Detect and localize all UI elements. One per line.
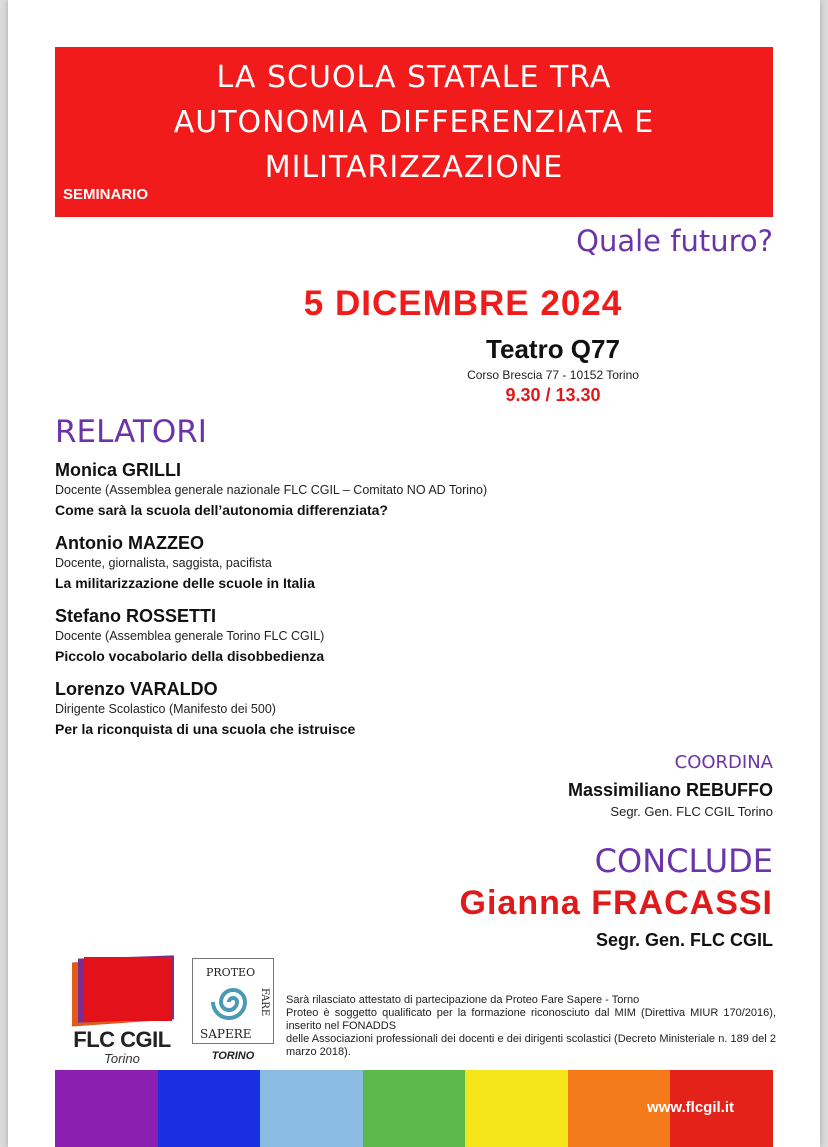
speakers-heading: RELATORI bbox=[55, 414, 207, 450]
rainbow-stripe bbox=[363, 1070, 466, 1147]
speaker-topic: Come sarà la scuola dell’autonomia differenziata? bbox=[55, 502, 388, 518]
note-line: Proteo è soggetto qualificato per la formazione riconosciuto dal MIM (Direttiva MIUR 170/2016), inserito nel FONADDS bbox=[286, 1007, 776, 1032]
flag-red-shape bbox=[84, 957, 172, 1021]
conclusion-name: Gianna FRACASSI bbox=[459, 884, 773, 922]
event-time: 9.30 / 13.30 bbox=[505, 385, 601, 405]
note-line: delle Associazioni professionali dei docenti e dei dirigenti scolastici (Decreto Ministeriale n. 189 del 2 marzo 2018). bbox=[286, 1033, 776, 1058]
speaker-item bbox=[55, 678, 755, 739]
rainbow-stripe bbox=[158, 1070, 261, 1147]
speakers-list bbox=[55, 459, 755, 751]
coordinator-name: Massimiliano REBUFFO bbox=[567, 780, 773, 800]
flc-logo-city: Torino bbox=[104, 1051, 140, 1066]
title-line-3: MILITARIZZAZIONE bbox=[264, 150, 564, 185]
proteo-spiral-icon bbox=[192, 958, 274, 1044]
title-banner bbox=[55, 47, 773, 217]
speaker-item bbox=[55, 459, 755, 520]
venue-address: Corso Brescia 77 - 10152 Torino bbox=[467, 368, 639, 382]
certificate-note bbox=[286, 994, 776, 1059]
venue-name: Teatro Q77 bbox=[486, 334, 620, 364]
proteo-bottom-text: SAPERE bbox=[200, 1027, 252, 1041]
flc-cgil-logo bbox=[66, 955, 178, 1067]
conclusion-block bbox=[460, 840, 773, 951]
proteo-logo-city: TORINO bbox=[211, 1050, 255, 1062]
speaker-role: Dirigente Scolastico (Manifesto dei 500) bbox=[55, 702, 276, 716]
speaker-role: Docente (Assemblea generale nazionale FLC CGIL – Comitato NO AD Torino) bbox=[55, 483, 488, 497]
flyer-page bbox=[8, 0, 820, 1147]
coordinator-role: Segr. Gen. FLC CGIL Torino bbox=[610, 804, 773, 819]
speaker-topic: La militarizzazione delle scuole in Italia bbox=[55, 575, 315, 591]
coordinator-block bbox=[568, 752, 773, 819]
flc-logo-text: FLC CGIL bbox=[73, 1027, 171, 1052]
rainbow-stripe bbox=[55, 1070, 158, 1147]
proteo-logo bbox=[188, 958, 278, 1066]
conclusion-role: Segr. Gen. FLC CGIL bbox=[595, 930, 773, 950]
event-date bbox=[8, 284, 820, 324]
speaker-name: Lorenzo VARALDO bbox=[55, 679, 218, 699]
event-title bbox=[55, 55, 773, 190]
speaker-role: Docente (Assemblea generale Torino FLC CGIL) bbox=[55, 629, 325, 643]
conclusion-label: CONCLUDE bbox=[594, 842, 773, 880]
event-date-text: 5 DICEMBRE 2024 bbox=[303, 284, 623, 323]
coordinator-label: COORDINA bbox=[674, 752, 773, 773]
venue-block bbox=[358, 334, 748, 406]
subtitle: Quale futuro? bbox=[576, 224, 773, 258]
speaker-role: Docente, giornalista, saggista, pacifista bbox=[55, 556, 272, 570]
note-line: Sarà rilasciato attestato di partecipazione da Proteo Fare Sapere - Torno bbox=[286, 994, 640, 1006]
proteo-top-text: PROTEO bbox=[206, 966, 256, 979]
title-line-1: LA SCUOLA STATALE TRA bbox=[216, 60, 612, 95]
speaker-name: Stefano ROSSETTI bbox=[55, 606, 217, 626]
rainbow-stripe bbox=[465, 1070, 568, 1147]
speaker-item bbox=[55, 605, 755, 666]
speaker-topic: Piccolo vocabolario della disobbedienza bbox=[55, 648, 325, 664]
rainbow-stripe bbox=[260, 1070, 363, 1147]
speaker-topic: Per la riconquista di una scuola che istruisce bbox=[55, 721, 356, 737]
speaker-item bbox=[55, 532, 755, 593]
speaker-name: Antonio MAZZEO bbox=[55, 533, 204, 553]
website-link[interactable]: www.flcgil.it bbox=[647, 1099, 734, 1116]
speaker-name: Monica GRILLI bbox=[55, 460, 181, 480]
proteo-side-text: FARE bbox=[259, 988, 270, 1017]
title-line-2: AUTONOMIA DIFFERENZIATA E bbox=[173, 105, 655, 140]
event-type-label: SEMINARIO bbox=[63, 186, 149, 203]
